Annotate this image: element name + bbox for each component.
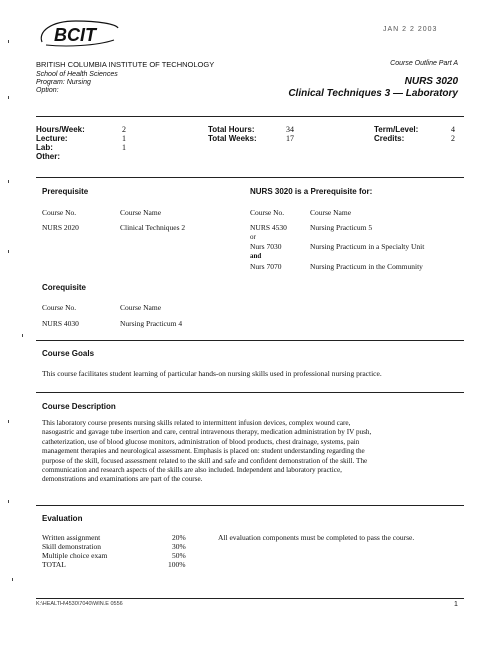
prereq-col-name: Course Name: [120, 208, 162, 217]
credits-value: 2: [451, 134, 455, 143]
hours-week-value: 2: [122, 125, 126, 134]
lecture-label: Lecture:: [36, 134, 68, 143]
divider: [36, 116, 464, 117]
prereq-row-no: NURS 2020: [42, 223, 79, 232]
lab-value: 1: [122, 143, 126, 152]
course-title: Clinical Techniques 3 — Laboratory: [288, 88, 458, 99]
divider: [36, 177, 464, 178]
page-number: 1: [454, 601, 458, 608]
divider: [36, 598, 464, 599]
description-line: communication and research aspects of the skills are also included. Independent and laboratory practice,: [42, 466, 342, 475]
joiner-or: or: [250, 233, 256, 241]
prereq-for-col-no: Course No.: [250, 208, 285, 217]
description-body: [42, 419, 468, 485]
other-label: Other:: [36, 152, 60, 161]
scan-speck: [8, 96, 9, 99]
description-line: catheterization, use of blood glucose monitors, administration of blood products, chest drainage, systems, pain: [42, 437, 360, 446]
scan-speck: [22, 334, 23, 337]
credits-label: Credits:: [374, 134, 405, 143]
program-name: Program: Nursing: [36, 79, 91, 86]
prerequisite-heading: Prerequisite: [42, 187, 89, 196]
scan-speck: [8, 40, 9, 43]
bcit-logo-mark: [36, 18, 122, 48]
scan-speck: [8, 500, 9, 503]
prereq-for-row-name: Nursing Practicum 5: [310, 223, 373, 232]
bcit-logo: [36, 18, 122, 48]
divider: [36, 505, 464, 506]
eval-row-value: 20%: [172, 533, 186, 542]
total-hours-value: 34: [286, 125, 294, 134]
description-line: demonstrations and examinations are part of the course.: [42, 475, 203, 484]
scan-speck: [8, 180, 9, 183]
goals-text: This course facilitates student learning of particular hands-on nursing skills used in professional nursing practice.: [42, 369, 382, 378]
eval-row-value: 30%: [172, 542, 186, 551]
lab-label: Lab:: [36, 143, 53, 152]
file-reference: K:\HEALTH\4530\7040\WIN.E 0556: [36, 601, 123, 607]
divider: [36, 392, 464, 393]
outline-part-label: Course Outline Part A: [390, 60, 458, 67]
description-line: This laboratory course presents nursing skills related to intermittent infusion devices, complex wound care,: [42, 419, 351, 427]
coreq-col-name: Course Name: [120, 303, 162, 312]
term-label: Term/Level:: [374, 125, 419, 134]
total-hours-label: Total Hours:: [208, 125, 255, 134]
coreq-row-name: Nursing Practicum 4: [120, 319, 183, 328]
course-code: NURS 3020: [404, 76, 458, 87]
coreq-col-no: Course No.: [42, 303, 77, 312]
scan-speck: [8, 420, 9, 423]
school-name: School of Health Sciences: [36, 71, 118, 78]
eval-row-label: TOTAL: [42, 560, 66, 569]
prereq-for-row-no: NURS 4530: [250, 223, 287, 232]
prereq-for-row-no: Nurs 7070: [250, 262, 282, 271]
evaluation-note: All evaluation components must be completed to pass the course.: [218, 533, 415, 542]
goals-heading: Course Goals: [42, 349, 95, 358]
description-line: purpose of the skill, focused assessment related to the skill and safe and confident demonstration of the skill. The: [42, 456, 368, 465]
scan-speck: [12, 578, 13, 581]
eval-row-value: 50%: [172, 551, 186, 560]
prereq-for-row-no: Nurs 7030: [250, 242, 282, 251]
eval-row-label: Written assignment: [42, 533, 101, 542]
corequisite-heading: Corequisite: [42, 283, 87, 292]
description-line: management therapies and neurological assessment. Emphasis is placed on: student understanding regarding the: [42, 447, 365, 456]
prereq-for-row-name: Nursing Practicum in the Community: [310, 262, 423, 271]
institute-name: BRITISH COLUMBIA INSTITUTE OF TECHNOLOGY: [36, 60, 215, 69]
hours-week-label: Hours/Week:: [36, 125, 85, 134]
eval-row-value: 100%: [168, 560, 186, 569]
total-weeks-value: 17: [286, 134, 294, 143]
prereq-row-name: Clinical Techniques 2: [120, 223, 186, 232]
coreq-row-no: NURS 4030: [42, 319, 79, 328]
prereq-for-col-name: Course Name: [310, 208, 352, 217]
term-value: 4: [451, 125, 455, 134]
evaluation-heading: Evaluation: [42, 514, 83, 523]
divider: [36, 340, 464, 341]
scan-speck: [8, 250, 9, 253]
eval-row-label: Skill demonstration: [42, 542, 101, 551]
description-line: nasogastric and gavage tube insertion and care, central intravenous therapy, medication administration by IV push,: [42, 428, 372, 437]
prereq-for-row-name: Nursing Practicum in a Specialty Unit: [310, 242, 425, 251]
prereq-for-heading: NURS 3020 is a Prerequisite for:: [250, 187, 373, 196]
joiner-and: and: [250, 252, 262, 260]
total-weeks-label: Total Weeks:: [208, 134, 257, 143]
logo-text: BCIT: [54, 25, 96, 45]
received-stamp: JAN 2 2 2003: [383, 26, 438, 33]
lecture-value: 1: [122, 134, 126, 143]
eval-row-label: Multiple choice exam: [42, 551, 108, 560]
prereq-col-no: Course No.: [42, 208, 77, 217]
option-label: Option:: [36, 87, 59, 94]
description-heading: Course Description: [42, 402, 116, 411]
